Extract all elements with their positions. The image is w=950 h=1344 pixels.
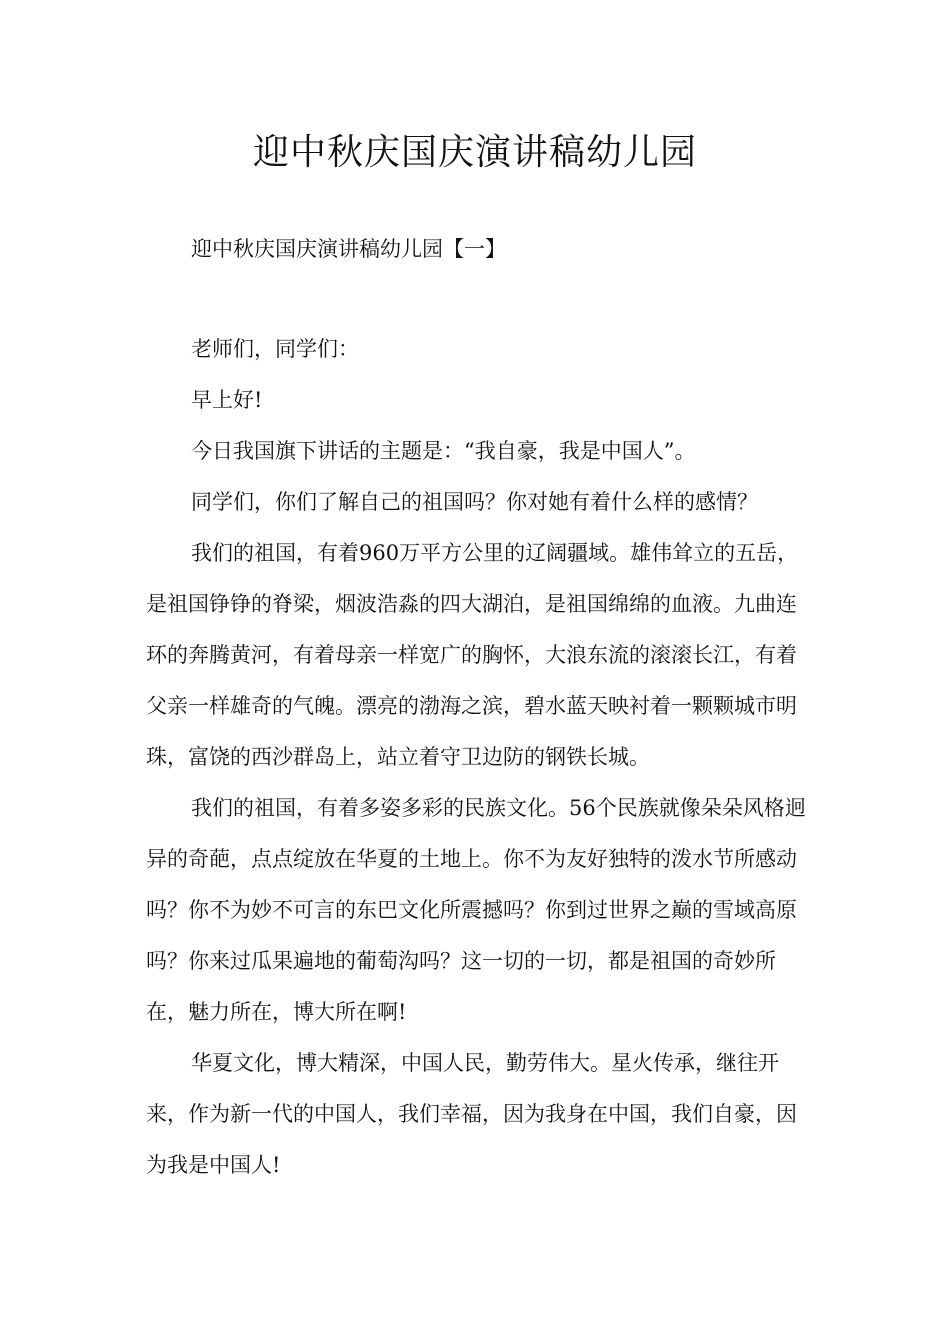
paragraph-question: 同学们，你们了解自己的祖国吗？你对她有着什么样的感情？ (191, 490, 758, 514)
paragraph-topic: 今日我国旗下讲话的主题是：“我自豪，我是中国人”。 (191, 439, 696, 463)
paragraph-greeting: 老师们，同学们： (191, 337, 359, 361)
paragraph-culture: 我们的祖国，有着多姿多彩的民族文化。56个民族就像朵朵风格迥异的奇葩，点点绽放在华夏的土地上。你不为友好独特的泼水节所感动吗？你不为妙不可言的东巴文化所震撼吗？你到过世界之巅的雪域高原吗？你来过瓜果遍地的葡萄沟吗？这一切的一切，都是祖国的奇妙所在，魅力所在，博大所在啊! (146, 796, 806, 1024)
paragraph-good-morning: 早上好! (191, 388, 263, 412)
document-title: 迎中秋庆国庆演讲稿幼儿园 (252, 132, 697, 173)
section-subheading: 迎中秋庆国庆演讲稿幼儿园【一】 (191, 237, 506, 261)
document-body (146, 324, 812, 1191)
paragraph-territory: 我们的祖国，有着960万平方公里的辽阔疆域。雄伟耸立的五岳，是祖国铮铮的脊梁，烟波浩淼的四大湖泊，是祖国绵绵的血液。九曲连环的奔腾黄河，有着母亲一样宽广的胸怀，大浪东流的滚滚长江，有着父亲一样雄奇的气魄。漂亮的渤海之滨，碧水蓝天映衬着一颗颗城市明珠，富饶的西沙群岛上，站立着守卫边防的钢铁长城。 (146, 541, 799, 769)
paragraph-conclusion: 华夏文化，博大精深，中国人民，勤劳伟大。星火传承，继往开来，作为新一代的中国人，我们幸福，因为我身在中国，我们自豪，因为我是中国人! (146, 1051, 797, 1177)
